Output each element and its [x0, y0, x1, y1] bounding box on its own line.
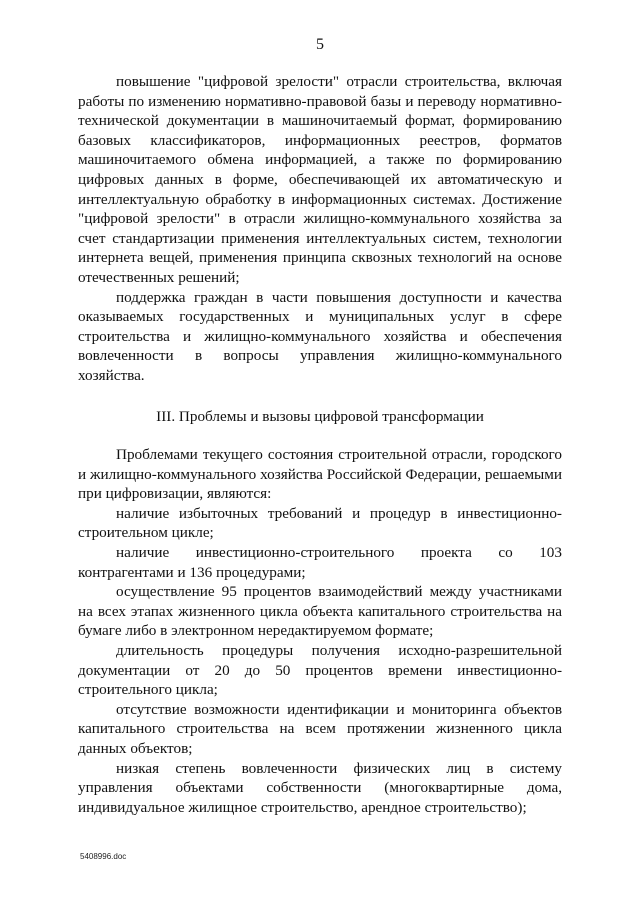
paragraph-contractors-procedures: наличие инвестиционно-строительного проекта со 103 контрагентами и 136 процедурами; — [78, 544, 562, 581]
paragraph-excess-requirements: наличие избыточных требований и процедур в инвестиционно-строительном цикле; — [78, 504, 562, 542]
paragraph-paper-interactions: осуществление 95 процентов взаимодействий между участниками на всех этапах жизненного цикла объекта капитального строительства на бумаге либо в электронном нередактируемом формате; — [78, 583, 562, 640]
paragraph-citizen-involvement: низкая степень вовлеченности физических лиц в систему управления объектами собственности (многоквартирные дома, индивидуальное жилищное строительство, арендное строительство); — [78, 759, 562, 816]
paragraph-problems-intro: Проблемами текущего состояния строительной отрасли, городского и жилищно-коммунального хозяйства Российской Федерации, решаемыми при цифровизации, являются: — [78, 446, 562, 503]
page-number: 5 — [316, 36, 324, 53]
paragraph-digital-maturity: повышение "цифровой зрелости" отрасли строительства, включая работы по изменению нормативно-правовой базы и переводу нормативно-технической документации в машиночитаемый формат, формированию базовых классификаторов, информационных реестров, форматов машиночитаемого обмена информацией, а также по формированию цифровых данных в форме, обеспечивающей их автоматическую и интеллектуальную обработку в информационных системах. Достижение "цифровой зрелости" в отрасли жилищно-коммунального хозяйства за счет стандартизации применения интеллектуальных систем, технологии интернета вещей, применения принципа сквозных технологий на основе отечественных решений; — [78, 73, 562, 286]
paragraph-permit-duration: длительность процедуры получения исходно-разрешительной документации от 20 до 50 процентов времени инвестиционно-строительного цикла; — [78, 642, 562, 699]
paragraph-citizen-support: поддержка граждан в части повышения доступности и качества оказываемых государственных и муниципальных услуг в сфере строительства и жилищно-коммунального хозяйства и обеспечения вовлеченности в вопросы управления жилищно-коммунального хозяйства. — [78, 288, 562, 384]
document-body — [78, 72, 562, 817]
section-heading: III. Проблемы и вызовы цифровой трансформации — [156, 407, 484, 425]
footer-filename: 5408996.doc — [80, 852, 127, 861]
paragraph-monitoring: отсутствие возможности идентификации и мониторинга объектов капитального строительства на всем протяжении жизненного цикла данных объектов; — [78, 700, 562, 757]
